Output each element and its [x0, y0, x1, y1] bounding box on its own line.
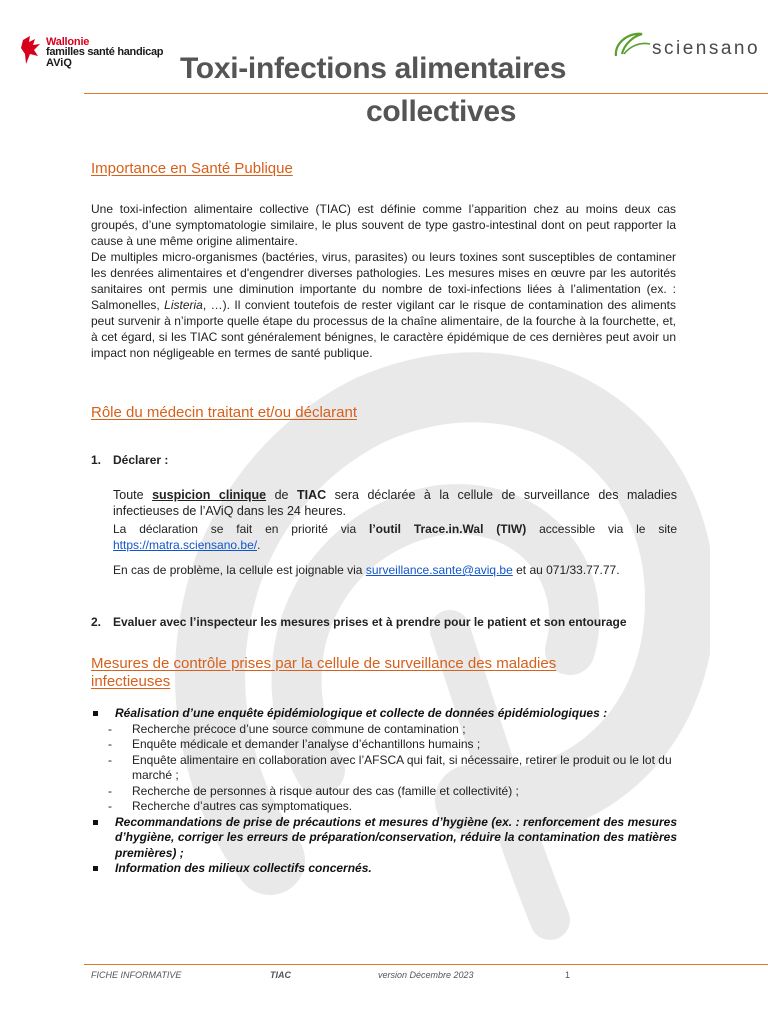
sub-item-text: Enquête alimentaire en collaboration avec l’AFSCA qui fait, si nécessaire, retirer le produit ou le lot du marché ; [132, 752, 672, 782]
dash-bullet: - [108, 752, 112, 767]
list-item [91, 861, 677, 877]
section-heading-mesures-line1: Mesures de contrôle prises par la cellule de surveillance des maladies [91, 655, 557, 672]
footer-label: FICHE INFORMATIVE [91, 970, 182, 980]
page-title-line1: Toxi-infections alimentaires [180, 52, 567, 85]
declaration-paragraph-3 [113, 562, 677, 578]
footer-version: version Décembre 2023 [378, 970, 474, 980]
bullet-recommandations: Recommandations de prise de précautions et mesures d’hygiène (ex. : renforcement des mesures d’hygiène, corriger les erreurs de préparation/conservation, réduire la contamination des matières premières) ; [115, 814, 677, 860]
list-item [91, 737, 677, 753]
wallonie-rooster-icon [20, 36, 42, 66]
list-item [91, 784, 677, 800]
square-bullet-icon [93, 866, 98, 871]
decl-p1-tiac: TIAC [297, 488, 327, 502]
sciensano-logo-text: sciensano [652, 38, 761, 59]
sub-item-text: Recherche de personnes à risque autour des cas (famille et collectivité) ; [132, 783, 519, 798]
list-item [91, 799, 677, 815]
list-item [91, 753, 677, 784]
decl-p1-text-a: Toute [113, 488, 153, 502]
decl-p1-text-c: de [266, 488, 297, 502]
matra-sciensano-link[interactable]: https://matra.sciensano.be/ [113, 538, 258, 552]
declaration-paragraph-2 [113, 521, 677, 553]
list-item [91, 815, 677, 862]
square-bullet-icon [93, 820, 98, 825]
section-heading-mesures [91, 655, 681, 691]
control-measures-list [91, 706, 677, 877]
sub-item-text: Recherche d’autres cas symptomatiques. [132, 799, 353, 813]
section-importance-body [91, 201, 676, 361]
header-divider [84, 93, 768, 94]
importance-paragraph-2-text-b: , …). Il convient toutefois de rester vigilant car le risque de contamination des aliments peut survenir à n’importe quelle étape du processus de la chaîne alimentaire, de la fourche à la fourchette, et, à cet égard, si les TIAC sont généralement bénignes, le caractère épidémique de ces dernières peut avoir un impact non négligeable en termes de santé publique. [91, 298, 676, 360]
footer-divider [84, 964, 768, 965]
decl-p2-text-d: . [257, 538, 261, 552]
page-number: 1 [565, 970, 571, 980]
dash-bullet: - [108, 721, 112, 736]
section-heading-mesures-line2: infectieuses [91, 673, 171, 690]
decl-p3-text-a: En cas de problème, la cellule est joignable via [113, 563, 366, 577]
list-item-label-evaluer: Evaluer avec l’inspecteur les mesures prises et à prendre pour le patient et son entourage [113, 615, 627, 629]
footer-doc-code: TIAC [270, 970, 291, 980]
surveillance-email-link[interactable]: surveillance.sante@aviq.be [365, 563, 513, 577]
aviq-logo-line3: AViQ [46, 57, 72, 69]
decl-p3-text-b: et au 071/33.77.77. [512, 563, 620, 577]
importance-paragraph-2 [91, 249, 676, 361]
dash-bullet: - [108, 783, 112, 798]
sub-item-text: Recherche précoce d’une source commune de contamination ; [132, 721, 466, 736]
section-heading-role: Rôle du médecin traitant et/ou déclarant [91, 404, 357, 421]
bullet-information: Information des milieux collectifs concernés. [115, 861, 372, 875]
decl-p2-tool: l’outil Trace.in.Wal (TIW) [369, 522, 527, 536]
importance-paragraph-2-text-a: De multiples micro-organismes (bactéries, virus, parasites) ou leurs toxines sont susceptibles de contaminer les denrées alimentaires et d'engendrer diverses pathologies. Les mesures mises en œuvre par les autorités sanitaires ont permis une diminution importante du nombre de toxi-infections liées à l’alimentation (ex. : Salmonelles, [91, 250, 676, 312]
list-item-number-1: 1. [91, 453, 102, 467]
square-bullet-icon [93, 711, 98, 716]
importance-paragraph-1: Une toxi-infection alimentaire collective (TIAC) est définie comme l’apparition chez au moins deux cas groupés, d’une symptomatologie similaire, le plus souvent de type gastro-intestinal dont on peut rapporter la cause à une même origine alimentaire. [91, 202, 676, 248]
sciensano-logo [612, 30, 762, 66]
sciensano-swirl-icon [612, 30, 652, 60]
aviq-logo-line2: familles santé handicap [46, 46, 164, 58]
decl-p1-text-e: sera déclarée à la cellule de surveillance des maladies infectieuses de l’AViQ dans les 24 heures. [113, 488, 677, 518]
list-item-number-2: 2. [91, 615, 102, 629]
section-heading-importance: Importance en Santé Publique [91, 160, 293, 177]
importance-paragraph-2-italic: Listeria [164, 298, 203, 312]
sub-item-text: Enquête médicale et demander l’analyse d’échantillons humains ; [132, 737, 481, 751]
declaration-paragraph-1 [113, 487, 677, 519]
dash-bullet: - [108, 799, 112, 813]
bullet-enquete: Réalisation d’une enquête épidémiologique et collecte de données épidémiologiques : [115, 706, 608, 720]
decl-p1-suspicion: suspicion clinique [152, 488, 267, 502]
page-title-line2: collectives [366, 95, 517, 128]
decl-p2-text-a: La déclaration se fait en priorité via [113, 522, 369, 536]
list-item-label-declarer: Déclarer : [113, 453, 169, 467]
dash-bullet: - [108, 737, 112, 751]
list-item [91, 706, 677, 722]
decl-p2-text-c: accessible via le site [526, 522, 677, 536]
aviq-logo-line1: Wallonie [46, 36, 90, 48]
list-item [91, 722, 677, 738]
